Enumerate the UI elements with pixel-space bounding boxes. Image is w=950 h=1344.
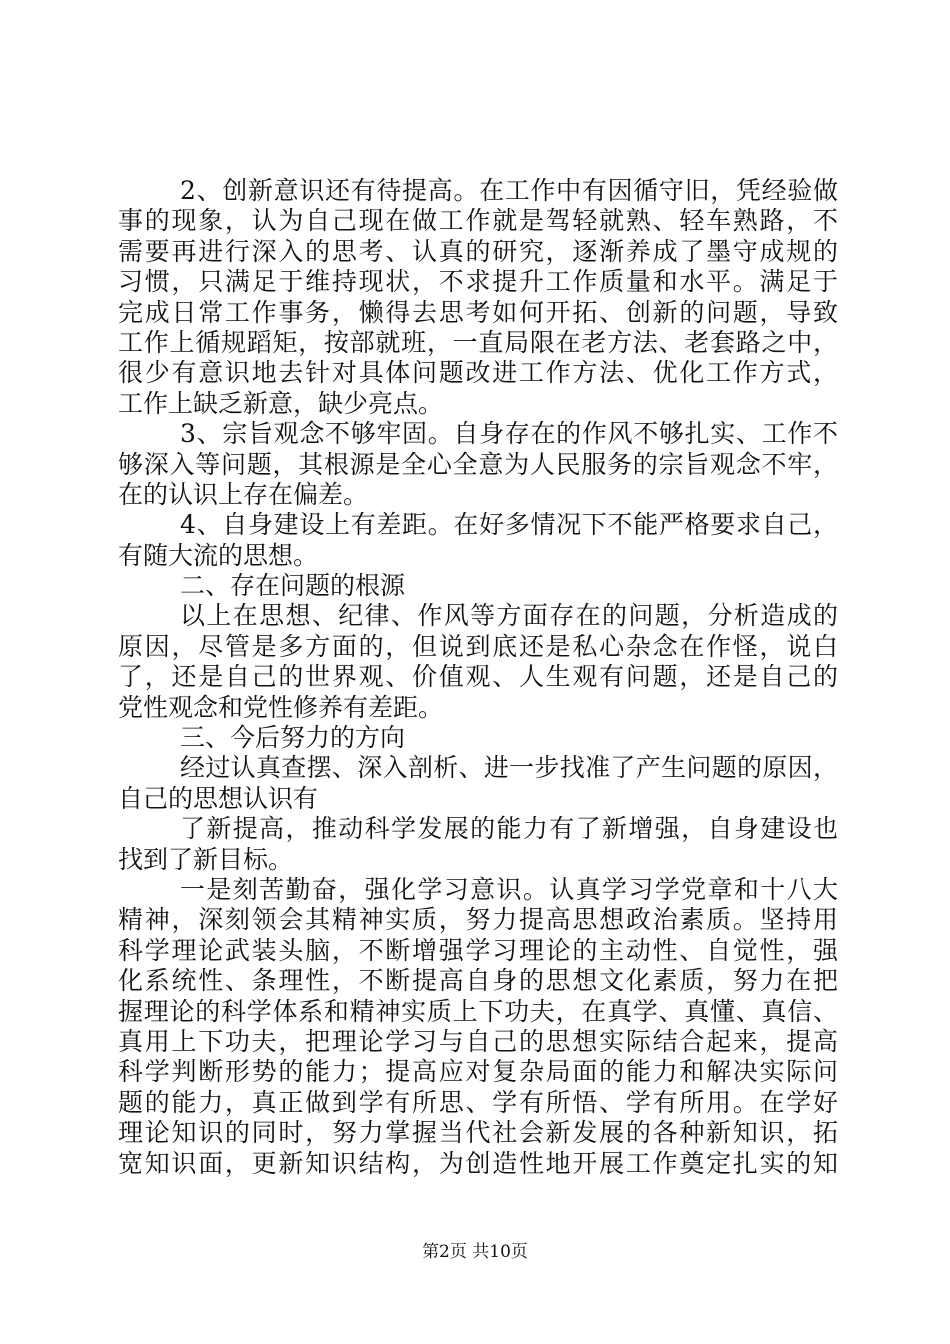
text-line: 宽知识面，更新知识结构，为创造性地开展工作奠定扎实的知 (118, 1148, 838, 1178)
text-line: 原因，尽管是多方面的，但说到底还是私心杂念在作怪，说白 (118, 631, 838, 661)
text-line: 题的能力，真正做到学有所思、学有所悟、学有所用。在学好 (118, 1087, 838, 1117)
text-line: 够深入等问题，其根源是全心全意为人民服务的宗旨观念不牢， (118, 449, 838, 479)
text-line: 一是刻苦勤奋，强化学习意识。认真学习学党章和十八大 (180, 874, 838, 904)
text-line: 化系统性、条理性，不断提高自身的思想文化素质，努力在把 (118, 966, 838, 996)
text-line: 工作上缺乏新意，缺少亮点。 (118, 388, 444, 418)
section-heading: 三、今后努力的方向 (180, 723, 406, 753)
text-line: 找到了新目标。 (118, 844, 294, 874)
text-line: 2、创新意识还有待提高。在工作中有因循守旧，凭经验做 (180, 176, 838, 205)
text-line: 科学判断形势的能力；提高应对复杂局面的能力和解决实际问 (118, 1057, 838, 1087)
text-line: 事的现象，认为自己现在做工作就是驾轻就熟、轻车熟路，不 (118, 206, 838, 236)
text-line: 3、宗旨观念不够牢固。自身存在的作风不够扎实、工作不 (180, 419, 838, 449)
document-body (118, 176, 838, 1179)
text-line: 精神，深刻领会其精神实质，努力提高思想政治素质。坚持用 (118, 905, 838, 935)
text-line: 很少有意识地去针对具体问题改进工作方法、优化工作方式， (118, 358, 838, 388)
text-line: 理论知识的同时，努力掌握当代社会新发展的各种新知识，拓 (118, 1118, 838, 1148)
text-line: 完成日常工作事务，懒得去思考如何开拓、创新的问题，导致 (118, 297, 838, 327)
text-line: 党性观念和党性修养有差距。 (118, 692, 444, 722)
text-line: 4、自身建设上有差距。在好多情况下不能严格要求自己， (180, 510, 838, 540)
text-line: 在的认识上存在偏差。 (118, 479, 369, 509)
text-line: 真用上下功夫，把理论学习与自己的思想实际结合起来，提高 (118, 1026, 838, 1056)
page-number-footer: 第2页 共10页 (422, 1242, 528, 1262)
text-line: 了新提高，推动科学发展的能力有了新增强，自身建设也 (180, 814, 838, 844)
text-line: 习惯，只满足于维持现状，不求提升工作质量和水平。满足于 (118, 267, 838, 297)
text-line: 有随大流的思想。 (118, 540, 319, 570)
text-line: 需要再进行深入的思考、认真的研究，逐渐养成了墨守成规的 (118, 236, 838, 266)
text-line: 了，还是自己的世界观、价值观、人生观有问题，还是自己的 (118, 662, 838, 692)
text-line: 以上在思想、纪律、作风等方面存在的问题，分析造成的 (180, 601, 838, 631)
text-line: 科学理论武装头脑，不断增强学习理论的主动性、自觉性，强 (118, 935, 838, 965)
text-line: 工作上循规蹈矩，按部就班，一直局限在老方法、老套路之中， (118, 327, 838, 357)
section-heading: 二、存在问题的根源 (180, 571, 406, 601)
text-line: 握理论的科学体系和精神实质上下功夫，在真学、真懂、真信、 (118, 996, 838, 1026)
text-line: 经过认真查摆、深入剖析、进一步找准了产生问题的原因， (180, 753, 838, 783)
text-line: 自己的思想认识有 (118, 783, 319, 813)
